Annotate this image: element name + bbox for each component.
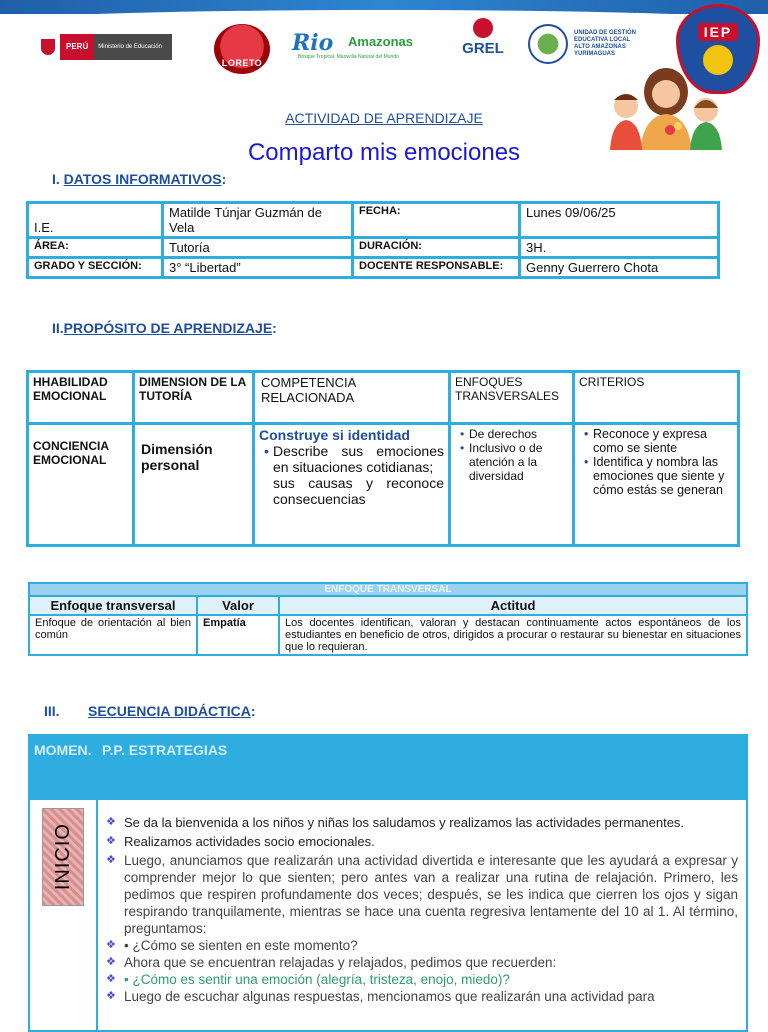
header-dimension: DIMENSION DE LA TUTORÍA: [134, 372, 254, 424]
proposito-table: [26, 370, 740, 547]
secuencia-table: [28, 734, 748, 1032]
table-row: [29, 596, 747, 615]
datos-informativos-table: [26, 201, 720, 279]
iep-label: IEP: [698, 23, 739, 41]
table-row: [28, 372, 739, 424]
ie-label: I.E.: [28, 203, 163, 238]
grel-emblem-icon: [473, 18, 493, 38]
header-estrategias: P.P. ESTRATEGIAS: [97, 735, 747, 799]
ugel-emblem-icon: [528, 24, 568, 64]
docente-label: DOCENTE RESPONSABLE:: [353, 258, 520, 278]
actitud-value: Los docentes identifican, valoran y destacan continuamente actos espontáneos de los estudiantes en beneficio de otros, dirigidos a procurar o restaurar su bienestar en situaciones que lo requieran.: [279, 615, 747, 655]
duracion-value: 3H.: [520, 238, 719, 258]
competencia-rest: sus causas y reconoce consecuencias: [273, 475, 444, 507]
criterio-item: • Identifica y nombra las emociones que siente y cómo estás se generan: [593, 455, 733, 497]
dimension-value: Dimensión personal: [134, 424, 254, 546]
ugel-logo: [528, 24, 652, 64]
ugel-line-3: ALTO AMAZONAS: [574, 44, 626, 50]
rio-slogan: Bosque Tropical, Maravilla Natural del Mundo: [298, 54, 399, 60]
habilidad-value: CONCIENCIA EMOCIONAL: [28, 424, 134, 546]
rio-amazonas-logo: [286, 30, 426, 64]
ugel-line-1: UNIDAD DE GESTIÓN: [574, 30, 637, 36]
fecha-label: FECHA:: [353, 203, 520, 238]
table-row: [28, 238, 719, 258]
criterios-cell: [574, 424, 739, 546]
section-3-title: SECUENCIA DIDÁCTICA: [88, 703, 251, 719]
list-item: ❖ Ahora que se encuentran relajadas y relajados, pedimos que recuerden:: [124, 954, 738, 971]
header-actitud: Actitud: [279, 596, 747, 615]
table-row: [29, 735, 747, 799]
criterio-item: • Reconoce y expresa como se siente: [593, 427, 733, 455]
ie-value: Matilde Túnjar Guzmán de Vela: [163, 203, 353, 238]
section-3-number: III.: [44, 703, 60, 719]
valor-value: Empatía: [197, 615, 279, 655]
table-row: [29, 583, 747, 596]
section-2-heading: [52, 320, 277, 336]
moment-label: INICIO: [51, 823, 74, 891]
header-enfoque: Enfoque transversal: [29, 596, 197, 615]
section-2-colon: :: [272, 320, 277, 336]
grado-value: 3° “Libertad”: [163, 258, 353, 278]
competencia-cell: [254, 424, 450, 546]
list-item: ❖ Luego, anunciamos que realizarán una actividad divertida e interesante que les ayudará a expresar y comprender mejor lo que sienten; pero antes van a realizar una rutina de relajación. Primero, les pedimos que respiren profundamente dos veces; después, se les indica que cierren los ojos y sigan respirando tranquilamente, mientras se hace una cuenta regresiva lentamente del 10 al 1. Al término, preguntamos:: [124, 852, 738, 937]
list-item: ❖ • ¿Cómo es sentir una emoción (alegría, tristeza, enojo, miedo)?: [124, 971, 738, 988]
rio-label: Rio: [292, 30, 334, 56]
grel-label: GREL: [462, 40, 504, 57]
family-illustration: [600, 64, 732, 150]
competencia-item: • Describe sus emociones en situaciones cotidianas;: [273, 443, 444, 475]
fecha-value: Lunes 09/06/25: [520, 203, 719, 238]
competencia-title: Construye si identidad: [259, 427, 410, 443]
loreto-logo: [214, 24, 270, 74]
enfoque-value: Enfoque de orientación al bien común: [29, 615, 197, 655]
header-momento: MOMEN.: [29, 735, 97, 799]
header-competencia: COMPETENCIA RELACIONADA: [254, 372, 450, 424]
peru-label: PERÚ: [60, 34, 94, 60]
enfoque-transversal-table: [28, 582, 748, 656]
section-3-heading: [44, 703, 256, 719]
peru-ministry-logo: [36, 34, 172, 60]
grel-logo: [460, 18, 506, 66]
ministry-label: Ministerio de Educación: [98, 43, 162, 50]
section-3-colon: :: [250, 703, 256, 719]
header-habilidad: HHABILIDAD EMOCIONAL: [28, 372, 134, 424]
area-label: ÁREA:: [28, 238, 163, 258]
inicio-badge: [42, 808, 84, 906]
moment-cell: [29, 799, 97, 1031]
table-row: [28, 424, 739, 546]
loreto-label: LORETO: [221, 58, 263, 68]
enfoque-item: • De derechos: [469, 427, 568, 441]
enfoque-title: ENFOQUE TRANSVERSAL: [29, 583, 747, 596]
section-1-title: DATOS INFORMATIVOS: [63, 171, 222, 187]
table-row: [28, 203, 719, 238]
table-row: [28, 258, 719, 278]
table-row: [29, 615, 747, 655]
section-1-colon: :: [221, 171, 227, 187]
activity-label: ACTIVIDAD DE APRENDIZAJE: [285, 110, 483, 126]
strategies-cell: [97, 799, 747, 1031]
header-enfoques: ENFOQUES TRANSVERSALES: [450, 372, 574, 424]
main-title: Comparto mis emociones: [247, 139, 521, 166]
header-valor: Valor: [197, 596, 279, 615]
list-item: ❖ Se da la bienvenida a los niños y niñas los saludamos y realizamos las actividades permanentes.: [124, 814, 738, 831]
docente-value: Genny Guerrero Chota: [520, 258, 719, 278]
section-1-number: I.: [52, 171, 60, 187]
enfoques-cell: [450, 424, 574, 546]
amazonas-label: Amazonas: [348, 34, 414, 49]
grado-label: GRADO Y SECCIÓN:: [28, 258, 163, 278]
list-item: ❖ Luego de escuchar algunas respuestas, mencionamos que realizarán una actividad para: [124, 988, 738, 1005]
table-row: [29, 799, 747, 1031]
enfoque-item: • Inclusivo o de atención a la diversidad: [469, 441, 568, 483]
header-criterios: CRITERIOS: [574, 372, 739, 424]
section-2-title: PROPÓSITO DE APRENDIZAJE: [63, 320, 273, 336]
section-1-heading: [52, 171, 226, 187]
peru-shield-icon: [36, 34, 60, 60]
ugel-line-4: YURIMAGUAS: [574, 51, 616, 57]
list-item: ❖ Realizamos actividades socio emocionales.: [124, 833, 738, 850]
duracion-label: DURACIÓN:: [353, 238, 520, 258]
area-value: Tutoría: [163, 238, 353, 258]
ugel-line-2: EDUCATIVA LOCAL: [574, 37, 631, 43]
list-item: ❖ • ¿Cómo se sienten en este momento?: [124, 937, 738, 954]
section-2-number: II.: [52, 320, 64, 336]
